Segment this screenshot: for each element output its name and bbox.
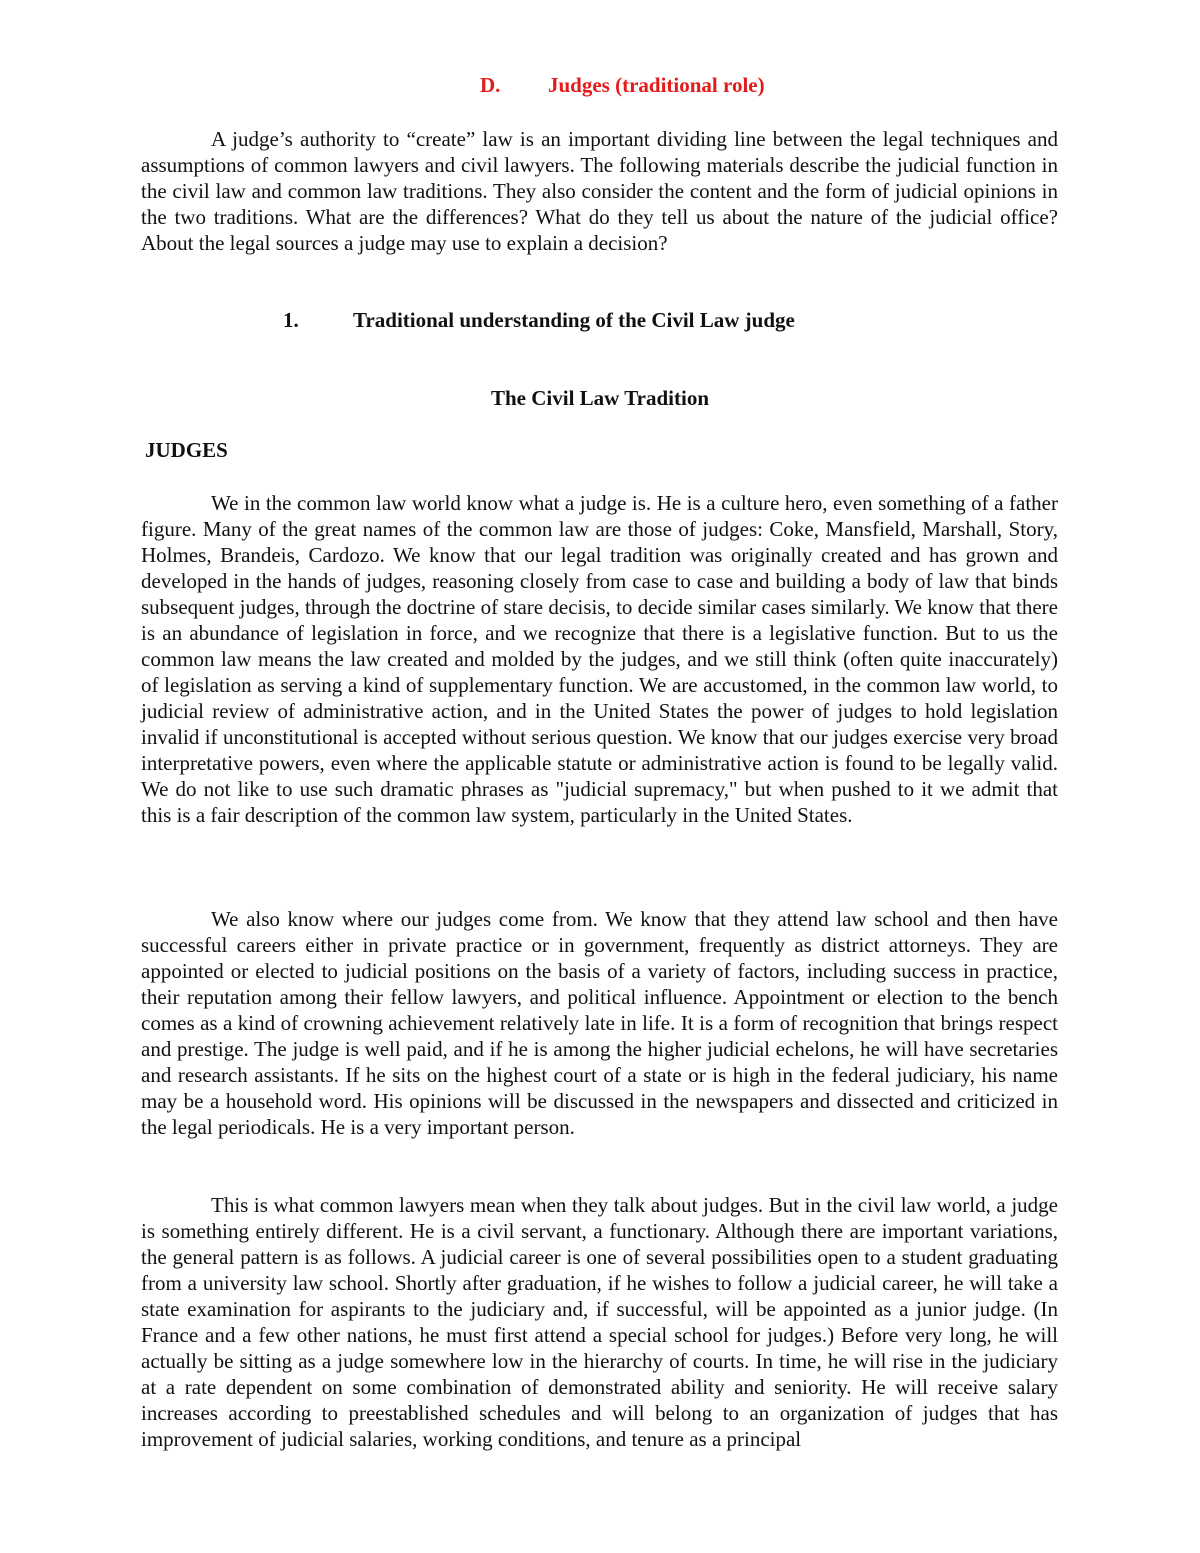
subsection-heading — [283, 308, 795, 333]
body-paragraph-2: We also know where our judges come from. We know that they attend law school and then have successful careers either in private practice or in government, frequently as district attorneys. They are appointed or elected to judicial positions on the basis of a variety of factors, including success in practice, their reputation among their fellow lawyers, and political influence. Appointment or election to the bench comes as a kind of crowning achievement relatively late in life. It is a form of recognition that brings respect and prestige. The judge is well paid, and if he is among the higher judicial echelons, he will have secretaries and research assistants. If he sits on the highest court of a state or is high in the federal judiciary, his name may be a household word. His opinions will be discussed in the newspapers and dissected and criticized in the legal periodicals. He is a very important person. — [141, 907, 1058, 1139]
intro-paragraph: A judge’s authority to “create” law is an important dividing line between the legal techniques and assumptions of common lawyers and civil lawyers. The following materials describe the judicial function in the civil law and common law traditions. They also consider the content and the form of judicial opinions in the two traditions. What are the differences? What do they tell us about the nature of the judicial office? About the legal sources a judge may use to explain a decision? — [141, 127, 1058, 255]
section-title: Judges (traditional role) — [548, 73, 765, 97]
subsection-title: Traditional understanding of the Civil Law judge — [353, 308, 795, 332]
body-paragraph-1: We in the common law world know what a judge is. He is a culture hero, even something of a father figure. Many of the great names of the common law are those of judges: Coke, Mansfield, Marshall, Story, Holmes, Brandeis, Cardozo. We know that our legal tradition was originally created and has grown and developed in the hands of judges, reasoning closely from case to case and building a body of law that binds subsequent judges, through the doctrine of stare decisis, to decide similar cases similarly. We know that there is an abundance of legislation in force, and we recognize that there is a legislative function. But to us the common law means the law created and molded by the judges, and we still think (often quite inaccurately) of legislation as serving a kind of supplementary function. We are accustomed, in the common law world, to judicial review of administrative action, and in the United States the power of judges to hold legislation invalid if unconstitutional is accepted without serious question. We know that our judges exercise very broad interpretative powers, even where the applicable statute or administrative action is found to be legally valid. We do not like to use such dramatic phrases as "judicial supremacy," but when pushed to it we admit that this is a fair description of the common law system, particularly in the United States. — [141, 491, 1058, 827]
body-paragraph-3: This is what common lawyers mean when they talk about judges. But in the civil law world, a judge is something entirely different. He is a civil servant, a functionary. Although there are important variations, the general pattern is as follows. A judicial career is one of several possibilities open to a student graduating from a university law school. Shortly after graduation, if he wishes to follow a judicial career, he will take a state examination for aspirants to the judiciary and, if successful, will be appointed as a junior judge. (In France and a few other nations, he must first attend a special school for judges.) Before very long, he will actually be sitting as a judge somewhere low in the hierarchy of courts. In time, he will rise in the judiciary at a rate dependent on some combination of demonstrated ability and seniority. He will receive salary increases according to preestablished schedules and will belong to an organization of judges that has improvement of judicial salaries, working conditions, and tenure as a principal — [141, 1193, 1058, 1451]
chapter-title: JUDGES — [145, 438, 228, 462]
subsection-number: 1. — [283, 308, 299, 332]
section-heading — [480, 73, 765, 98]
section-letter: D. — [480, 73, 501, 97]
source-title: The Civil Law Tradition — [490, 386, 709, 410]
